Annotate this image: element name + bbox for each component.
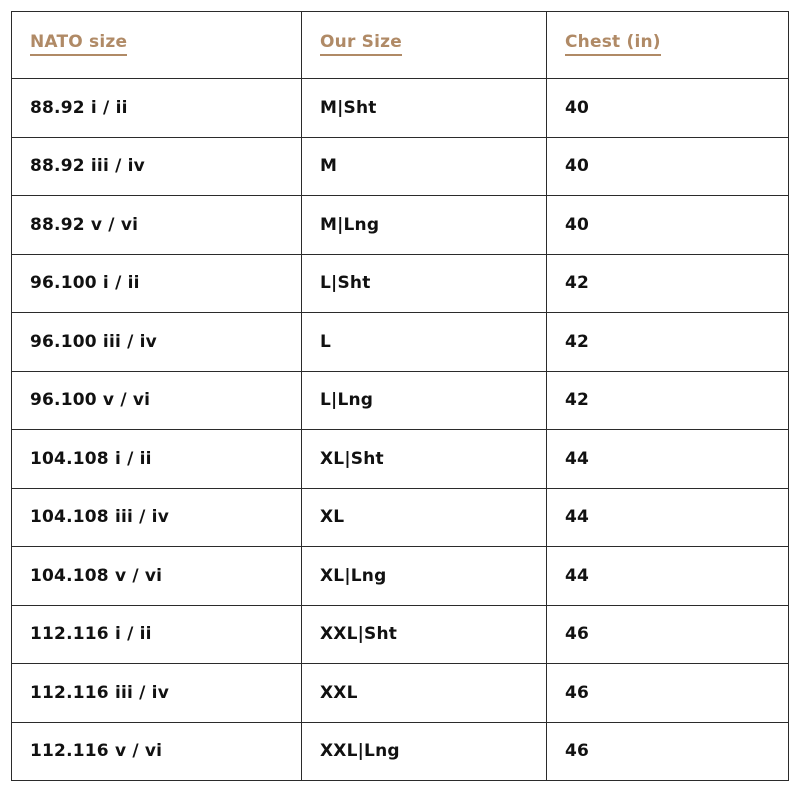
cell-nato-size: 88.92 i / ii (12, 79, 302, 138)
table-row (12, 722, 789, 781)
size-chart-page (0, 11, 800, 811)
cell-nato-size: 88.92 v / vi (12, 196, 302, 255)
cell-chest: 40 (547, 79, 789, 138)
cell-nato-size: 104.108 v / vi (12, 547, 302, 606)
table-row (12, 430, 789, 489)
cell-our-size: XXL (302, 664, 547, 723)
cell-nato-size: 104.108 i / ii (12, 430, 302, 489)
table-row (12, 605, 789, 664)
cell-nato-size: 96.100 v / vi (12, 371, 302, 430)
cell-our-size: XXL|Lng (302, 722, 547, 781)
cell-nato-size: 88.92 iii / iv (12, 137, 302, 196)
table-row (12, 371, 789, 430)
cell-chest: 44 (547, 430, 789, 489)
cell-chest: 44 (547, 547, 789, 606)
cell-chest: 40 (547, 137, 789, 196)
table-row (12, 488, 789, 547)
column-header-nato-size-label: NATO size (30, 33, 127, 56)
column-header-our-size-label: Our Size (320, 33, 402, 56)
cell-nato-size: 104.108 iii / iv (12, 488, 302, 547)
cell-chest: 44 (547, 488, 789, 547)
cell-chest: 46 (547, 722, 789, 781)
table-row (12, 137, 789, 196)
cell-chest: 42 (547, 313, 789, 372)
cell-our-size: M (302, 137, 547, 196)
table-header-row (12, 12, 789, 79)
cell-our-size: XL|Sht (302, 430, 547, 489)
cell-our-size: XXL|Sht (302, 605, 547, 664)
cell-our-size: L (302, 313, 547, 372)
cell-nato-size: 112.116 iii / iv (12, 664, 302, 723)
cell-our-size: M|Sht (302, 79, 547, 138)
cell-nato-size: 96.100 i / ii (12, 254, 302, 313)
cell-nato-size: 112.116 i / ii (12, 605, 302, 664)
column-header-our-size (302, 12, 547, 79)
table-row (12, 313, 789, 372)
cell-chest: 42 (547, 254, 789, 313)
table-row (12, 254, 789, 313)
cell-our-size: L|Lng (302, 371, 547, 430)
size-conversion-table (11, 11, 789, 781)
cell-our-size: L|Sht (302, 254, 547, 313)
table-row (12, 547, 789, 606)
cell-chest: 40 (547, 196, 789, 255)
cell-nato-size: 96.100 iii / iv (12, 313, 302, 372)
table-row (12, 664, 789, 723)
cell-our-size: M|Lng (302, 196, 547, 255)
cell-our-size: XL|Lng (302, 547, 547, 606)
cell-chest: 46 (547, 605, 789, 664)
column-header-chest (547, 12, 789, 79)
cell-chest: 42 (547, 371, 789, 430)
cell-our-size: XL (302, 488, 547, 547)
column-header-chest-label: Chest (in) (565, 33, 661, 56)
cell-nato-size: 112.116 v / vi (12, 722, 302, 781)
cell-chest: 46 (547, 664, 789, 723)
table-row (12, 196, 789, 255)
column-header-nato-size (12, 12, 302, 79)
table-row (12, 79, 789, 138)
